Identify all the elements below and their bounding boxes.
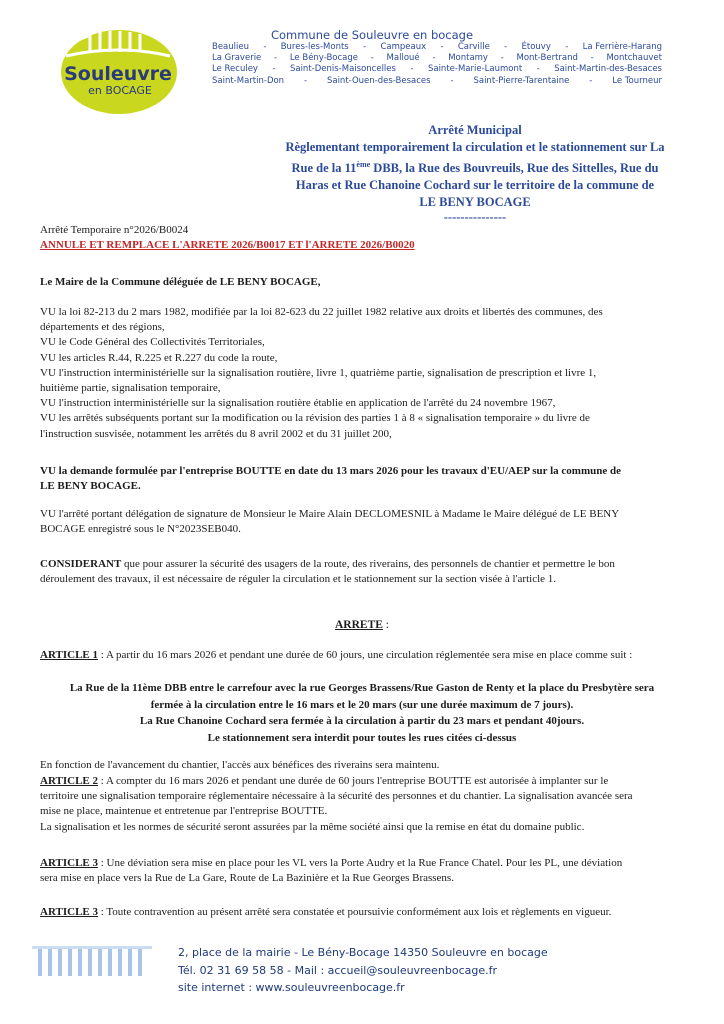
footer-website: site internet : www.souleuvreenbocage.fr xyxy=(178,981,405,994)
village: Carville xyxy=(457,42,490,52)
article-2: ARTICLE 2 : A compter du 16 mars 2026 et pendant une durée de 60 jours l'entreprise BOUTTE est autorisée à implanter sur le territoire une signalisation temporaire réglementaire nécessaire à la sécurité des personnes et du chantier. La signalisation avancée sera mise ne place, maintenue et entretenue par l'entreprise BOUTTE. La signalisation et les normes de sécurité seront assurées par la même société ainsi que la remise en état du domaine public. xyxy=(40,775,633,833)
village: Le Tourneur xyxy=(612,75,662,86)
annule-remplace: ANNULE ET REMPLACE L'ARRETE 2026/B0017 ET l'ARRETE 2026/B0020 xyxy=(40,239,415,251)
footer-contact xyxy=(178,944,548,997)
villages-row: Saint-Martin-Don - Saint-Ouen-des-Besaces - Saint-Pierre-Tarentaine - Le Tourneur xyxy=(212,75,662,86)
village: Malloué xyxy=(386,53,420,64)
vu-line: VU le Code Général des Collectivités Territoriales, xyxy=(40,336,265,349)
village: Le Bény-Bocage xyxy=(289,53,358,64)
commune-title: Commune de Souleuvre en bocage xyxy=(270,28,474,42)
village: Beaulieu xyxy=(212,42,249,52)
vu-line: VU les articles R.44, R.225 et R.227 du code la route, xyxy=(40,351,278,364)
arrete-reference: Arrêté Temporaire n°2026/B0024 xyxy=(40,224,189,236)
vu-line: VU l'instruction interministérielle sur la signalisation routière établie en application de l'arrêté du 24 novembre 1967, xyxy=(40,397,556,410)
vu-line: départements et des régions, xyxy=(40,321,165,334)
village: La Graverie xyxy=(212,53,262,64)
village: Saint-Martin-des-Besaces xyxy=(554,64,662,75)
villages-list xyxy=(212,42,662,87)
vu-line: VU la loi 82-213 du 2 mars 1982, modifiée par la loi 82-623 du 22 juillet 1982 relative aux droits et libertés des communes, des xyxy=(40,306,603,318)
title-line: Arrêté Municipal xyxy=(428,123,522,137)
closure-details: La Rue de la 11ème DBB entre le carrefour avec la rue Georges Brassens/Rue Gaston de Renty et la place du Presbytère sera fermée à la circulation entre le 16 mars et le 20 mars (sur une durée maximum de 7 jours). La Rue Chanoine Cochard sera fermée à la circulation à partir du 23 mars et pendant 40jours. Le stationnement sera interdit pour toutes les rues citées ci-dessus xyxy=(69,682,655,744)
vu-line: VU les arrêtés subséquents portant sur la modification ou la révision des parties 1 à 8 « signalisation temporaire » du livre de xyxy=(40,412,590,425)
vu-demande: VU la demande formulée par l'entreprise BOUTTE en date du 13 mars 2026 pour les travaux d'EU/AEP sur la commune de LE BENY BOCAGE. xyxy=(40,465,621,493)
villages-row: Beaulieu - Bures-les-Monts - Campeaux - Carville - Étouvy - La Ferrière-Harang xyxy=(212,42,662,52)
footer-bridge-logo xyxy=(32,942,157,1002)
villages-row: Le Reculey - Saint-Denis-Maisoncelles - Sainte-Marie-Laumont - Saint-Martin-des-Besaces xyxy=(212,64,662,75)
avancement-text: En fonction de l'avancement du chantier, l'accès aux bénéfices des riverains sera maintenu. xyxy=(40,759,440,771)
vu-delegation: VU l'arrêté portant délégation de signature de Monsieur le Maire Alain DECLOMESNIL à Madame le Maire délégué de LE BENY BOCAGE enregistré sous le N°2023SEB040. xyxy=(40,508,620,536)
vu-list xyxy=(40,305,695,442)
village: Saint-Pierre-Tarentaine xyxy=(473,75,570,86)
villages-row: La Graverie - Le Bény-Bocage - Malloué - Montamy - Mont-Bertrand - Montchauvet xyxy=(212,53,662,64)
village: Montchauvet xyxy=(606,53,662,64)
village: Saint-Ouen-des-Besaces xyxy=(326,75,431,86)
village: La Ferrière-Harang xyxy=(582,42,662,52)
title-line: Haras et Rue Chanoine Cochard sur le territoire de la commune de xyxy=(295,178,655,193)
village: Étouvy xyxy=(521,42,551,52)
article-3-bis: ARTICLE 3 : Toute contravention au présent arrêté sera constatée et poursuivie conformément aux lois et règlements en vigueur. xyxy=(40,906,612,918)
logo-name: Souleuvre xyxy=(64,63,172,85)
village: Mont-Bertrand xyxy=(516,53,578,64)
village: Montamy xyxy=(448,53,488,64)
title-separator: --------------- xyxy=(443,210,507,225)
village: Le Reculey xyxy=(212,64,258,75)
title-line: Règlementant temporairement la circulation et le stationnement sur La xyxy=(285,140,665,154)
souleuvre-logo xyxy=(58,22,180,116)
vu-line: l'instruction susvisée, notamment les arrêtés du 8 avril 2002 et du 31 juillet 200, xyxy=(40,427,392,440)
village: Bures-les-Monts xyxy=(280,42,349,52)
village: Saint-Martin-Don xyxy=(212,75,285,86)
maire-intro: Le Maire de la Commune déléguée de LE BENY BOCAGE, xyxy=(40,276,321,288)
arrete-heading: ARRETE : xyxy=(334,619,389,631)
vu-line: huitième partie, signalisation temporaire, xyxy=(40,382,221,395)
article-1: ARTICLE 1 : A partir du 16 mars 2026 et pendant une durée de 60 jours, une circulation réglementée sera mise en place comme suit : xyxy=(40,649,633,661)
footer-address: 2, place de la mairie - Le Bény-Bocage 14350 Souleuvre en bocage xyxy=(178,946,548,959)
document-title xyxy=(255,122,695,223)
article-3: ARTICLE 3 : Une déviation sera mise en place pour les VL vers la Porte Audry et la Rue France Chatel. Pour les PL, une déviation sera mise en place vers la Rue de La Gare, Route de La Bazinière et la Rue Georges Brassens. xyxy=(40,857,623,885)
considerant: CONSIDERANT que pour assurer la sécurité des usagers de la route, des riverains, des personnels de chantier et permettre le bon déroulement des travaux, il est nécessaire de réguler la circulation et le stationnement sur la section visée à l'article 1. xyxy=(40,558,615,586)
village: Campeaux xyxy=(380,42,427,52)
vu-line: VU l'instruction interministérielle sur la signalisation routière, livre 1, quatrième partie, signalisation de prescription et livre 1, xyxy=(40,366,597,379)
title-line: Rue de la 11ème DBB, la Rue des Bouvreuils, Rue des Sittelles, Rue du xyxy=(291,160,659,176)
title-line: LE BENY BOCAGE xyxy=(419,195,531,210)
footer-phone-mail: Tél. 02 31 69 58 58 - Mail : accueil@souleuvreenbocage.fr xyxy=(178,963,497,977)
village: Sainte-Marie-Laumont xyxy=(427,64,523,75)
village: Saint-Denis-Maisoncelles xyxy=(289,64,396,75)
logo-sub: en BOCAGE xyxy=(88,84,152,97)
